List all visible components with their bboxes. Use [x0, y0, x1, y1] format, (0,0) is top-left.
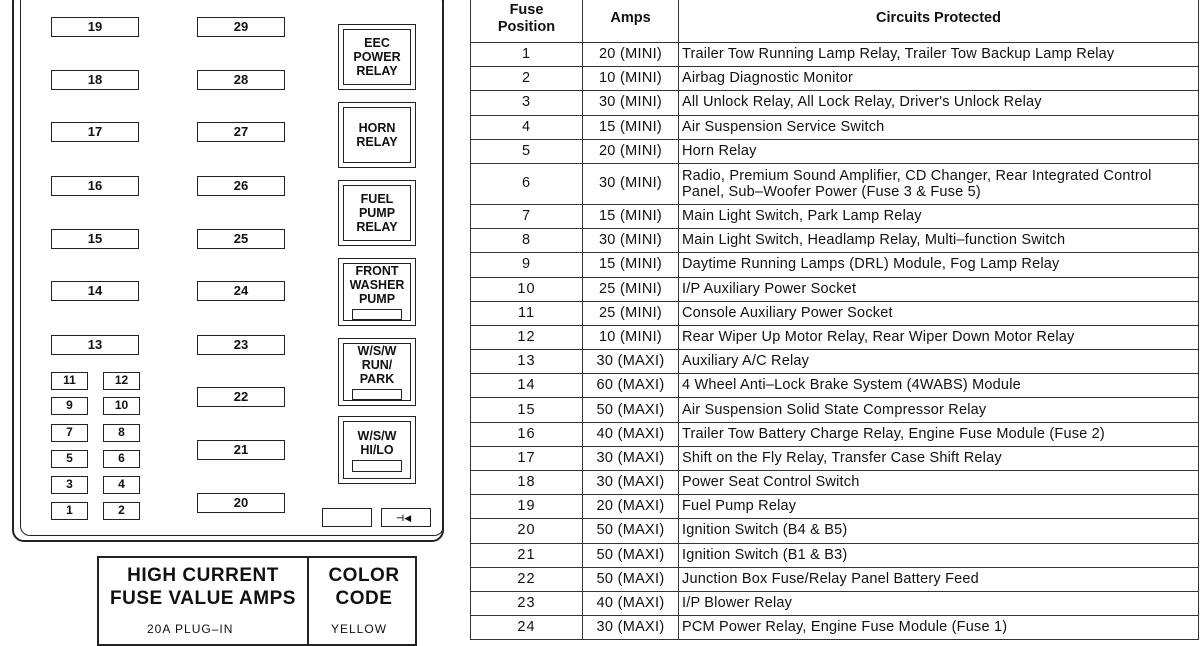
diode-icon: ⊣◀ [396, 513, 412, 523]
table-row [471, 204, 1199, 228]
table-row [471, 591, 1199, 615]
circuits-cell: Ignition Switch (B1 & B3) [679, 543, 1199, 567]
circuits-cell: Auxiliary A/C Relay [679, 350, 1199, 374]
fuse-position-cell: 3 [471, 91, 583, 115]
fuse-position-cell: 2 [471, 67, 583, 91]
circuits-cell: Ignition Switch (B4 & B5) [679, 519, 1199, 543]
relay-label-line: W/S/W [357, 344, 397, 358]
amps-cell: 60 (MAXI) [583, 374, 679, 398]
fuse-23: 23 [197, 335, 285, 355]
fuse-position-cell: 18 [471, 471, 583, 495]
fuse-7: 7 [51, 424, 88, 442]
fuse-1: 1 [51, 502, 88, 520]
fuse-25: 25 [197, 229, 285, 249]
fuse-26: 26 [197, 176, 285, 196]
fuse-22: 22 [197, 387, 285, 407]
table-row [471, 229, 1199, 253]
circuits-cell: Junction Box Fuse/Relay Panel Battery Feed [679, 567, 1199, 591]
fuse-10: 10 [103, 397, 140, 415]
circuits-cell: Main Light Switch, Headlamp Relay, Multi–function Switch [679, 229, 1199, 253]
amps-cell: 10 (MINI) [583, 325, 679, 349]
relay-label-line: PARK [359, 372, 395, 386]
fuse-position-cell: 15 [471, 398, 583, 422]
fuse-position-cell: 16 [471, 422, 583, 446]
table-row [471, 446, 1199, 470]
fuse-position-cell: 19 [471, 495, 583, 519]
fuse-21: 21 [197, 440, 285, 460]
amps-cell: 20 (MINI) [583, 43, 679, 67]
amps-cell: 50 (MAXI) [583, 567, 679, 591]
relay-label-line: RELAY [356, 135, 398, 149]
fuse-24: 24 [197, 281, 285, 301]
fuse-position-cell: 12 [471, 325, 583, 349]
relay-label-line: FUEL [360, 192, 394, 206]
fuse-position-cell: 11 [471, 301, 583, 325]
relay-wsw-hi-lo [338, 416, 416, 484]
circuits-cell: Daytime Running Lamps (DRL) Module, Fog Lamp Relay [679, 253, 1199, 277]
circuits-cell: Shift on the Fly Relay, Transfer Case Shift Relay [679, 446, 1199, 470]
fuse-18: 18 [51, 70, 139, 90]
code-heading: CODE [335, 588, 393, 609]
amps-cell: 30 (MAXI) [583, 616, 679, 640]
table-row [471, 67, 1199, 91]
fuse-3: 3 [51, 476, 88, 494]
fuse-12: 12 [103, 372, 140, 390]
spare-slot [322, 508, 372, 527]
amps-cell: 30 (MINI) [583, 91, 679, 115]
amps-cell: 30 (MAXI) [583, 471, 679, 495]
relay-label-line: HORN [358, 121, 396, 135]
circuits-cell: Trailer Tow Battery Charge Relay, Engine Fuse Module (Fuse 2) [679, 422, 1199, 446]
table-row [471, 115, 1199, 139]
fuse-position-cell: 17 [471, 446, 583, 470]
fuse-14: 14 [51, 281, 139, 301]
color-code-left-column [99, 558, 309, 644]
fuse-position-cell: 8 [471, 229, 583, 253]
circuits-cell: 4 Wheel Anti–Lock Brake System (4WABS) Module [679, 374, 1199, 398]
circuits-cell: Air Suspension Service Switch [679, 115, 1199, 139]
table-row [471, 616, 1199, 640]
amps-cell: 20 (MINI) [583, 139, 679, 163]
relay-fuel-pump [338, 180, 416, 246]
amps-cell: 15 (MINI) [583, 204, 679, 228]
circuits-cell: PCM Power Relay, Engine Fuse Module (Fuse 1) [679, 616, 1199, 640]
table-row [471, 471, 1199, 495]
relay-label-line: PUMP [358, 206, 396, 220]
circuits-cell: Horn Relay [679, 139, 1199, 163]
relay-label-line: EEC [364, 36, 390, 50]
fuse-20: 20 [197, 493, 285, 513]
amps-cell: 40 (MAXI) [583, 591, 679, 615]
relay-wsw-run-park [338, 338, 416, 406]
diode-slot [381, 508, 431, 527]
fuse-position-cell: 23 [471, 591, 583, 615]
table-header-row [471, 0, 1199, 43]
color-code-right-column [309, 558, 419, 610]
relay-eec-power [338, 24, 416, 90]
fuse-19: 19 [51, 17, 139, 37]
fuse-table-body [471, 43, 1199, 640]
color-code-table [97, 556, 417, 646]
fuse-29: 29 [197, 17, 285, 37]
circuits-cell: Air Suspension Solid State Compressor Relay [679, 398, 1199, 422]
color-heading: COLOR [328, 565, 400, 586]
high-current-heading: HIGH CURRENT [127, 565, 279, 586]
amps-cell: 50 (MAXI) [583, 398, 679, 422]
fuse-position-cell: 10 [471, 277, 583, 301]
circuits-cell: All Unlock Relay, All Lock Relay, Driver's Unlock Relay [679, 91, 1199, 115]
relay-label-line: RUN/ [361, 358, 393, 372]
fuse-position-cell: 20 [471, 519, 583, 543]
circuits-cell: Radio, Premium Sound Amplifier, CD Changer, Rear Integrated Control Panel, Sub–Woofer Power (Fuse 3 & Fuse 5) [679, 163, 1199, 204]
amps-cell: 30 (MINI) [583, 163, 679, 204]
amps-cell: 15 (MINI) [583, 253, 679, 277]
fuse-5: 5 [51, 450, 88, 468]
table-row [471, 163, 1199, 204]
column-header-amps: Amps [583, 0, 679, 43]
amps-cell: 25 (MINI) [583, 301, 679, 325]
circuits-cell: Power Seat Control Switch [679, 471, 1199, 495]
table-row [471, 519, 1199, 543]
table-row [471, 301, 1199, 325]
table-row [471, 374, 1199, 398]
relay-label-line: WASHER [349, 278, 405, 292]
relay-slot [352, 309, 402, 320]
relay-label-line: HI/LO [360, 442, 394, 457]
table-row [471, 139, 1199, 163]
circuits-cell: Console Auxiliary Power Socket [679, 301, 1199, 325]
relay-label-line: FRONT [355, 264, 399, 278]
relay-label-line: RELAY [356, 220, 398, 234]
fuse-4: 4 [103, 476, 140, 494]
fuse-table [470, 0, 1199, 640]
fuse-position-cell: 13 [471, 350, 583, 374]
fuse-position-cell: 4 [471, 115, 583, 139]
fuse-position-cell: 1 [471, 43, 583, 67]
fuse-11: 11 [51, 372, 88, 390]
color-code-row-value: 20A PLUG–IN [147, 622, 234, 636]
fuse-position-cell: 21 [471, 543, 583, 567]
fuse-value-amps-heading: FUSE VALUE AMPS [110, 588, 296, 609]
header-fuse: Fuse [509, 1, 544, 18]
circuits-cell: I/P Auxiliary Power Socket [679, 277, 1199, 301]
relay-slot [352, 389, 402, 400]
fuse-28: 28 [197, 70, 285, 90]
column-header-circuits: Circuits Protected [679, 0, 1199, 43]
amps-cell: 20 (MAXI) [583, 495, 679, 519]
fuse-position-cell: 6 [471, 163, 583, 204]
relay-front-washer-pump [338, 258, 416, 326]
circuits-cell: I/P Blower Relay [679, 591, 1199, 615]
amps-cell: 30 (MAXI) [583, 446, 679, 470]
table-row [471, 253, 1199, 277]
fuse-6: 6 [103, 450, 140, 468]
circuits-cell: Airbag Diagnostic Monitor [679, 67, 1199, 91]
relay-slot [352, 460, 402, 472]
fuse-9: 9 [51, 397, 88, 415]
amps-cell: 10 (MINI) [583, 67, 679, 91]
fuse-17: 17 [51, 122, 139, 142]
column-header-position [471, 0, 583, 43]
circuits-cell: Main Light Switch, Park Lamp Relay [679, 204, 1199, 228]
table-row [471, 43, 1199, 67]
fuse-position-cell: 22 [471, 567, 583, 591]
relay-label-line: POWER [353, 50, 401, 64]
fuse-position-cell: 5 [471, 139, 583, 163]
table-row [471, 91, 1199, 115]
header-position: Position [497, 18, 556, 35]
fuse-15: 15 [51, 229, 139, 249]
fuse-27: 27 [197, 122, 285, 142]
table-row [471, 495, 1199, 519]
fuse-position-cell: 9 [471, 253, 583, 277]
relay-horn [338, 102, 416, 168]
relay-label-line: PUMP [358, 292, 396, 306]
circuits-cell: Trailer Tow Running Lamp Relay, Trailer Tow Backup Lamp Relay [679, 43, 1199, 67]
fuse-2: 2 [103, 502, 140, 520]
fuse-position-cell: 7 [471, 204, 583, 228]
table-row [471, 567, 1199, 591]
fuse-16: 16 [51, 176, 139, 196]
relay-label-line: RELAY [356, 64, 398, 78]
table-row [471, 277, 1199, 301]
fuse-13: 13 [51, 335, 139, 355]
amps-cell: 50 (MAXI) [583, 543, 679, 567]
fuse-position-cell: 14 [471, 374, 583, 398]
amps-cell: 40 (MAXI) [583, 422, 679, 446]
amps-cell: 30 (MAXI) [583, 350, 679, 374]
circuits-cell: Rear Wiper Up Motor Relay, Rear Wiper Down Motor Relay [679, 325, 1199, 349]
amps-cell: 25 (MINI) [583, 277, 679, 301]
amps-cell: 50 (MAXI) [583, 519, 679, 543]
table-row [471, 350, 1199, 374]
fuse-position-cell: 24 [471, 616, 583, 640]
circuits-cell: Fuel Pump Relay [679, 495, 1199, 519]
amps-cell: 15 (MINI) [583, 115, 679, 139]
amps-cell: 30 (MINI) [583, 229, 679, 253]
table-row [471, 422, 1199, 446]
fuse-8: 8 [103, 424, 140, 442]
table-row [471, 543, 1199, 567]
table-row [471, 325, 1199, 349]
color-code-row-color: YELLOW [331, 622, 388, 636]
table-row [471, 398, 1199, 422]
relay-label-line: W/S/W [357, 428, 397, 443]
